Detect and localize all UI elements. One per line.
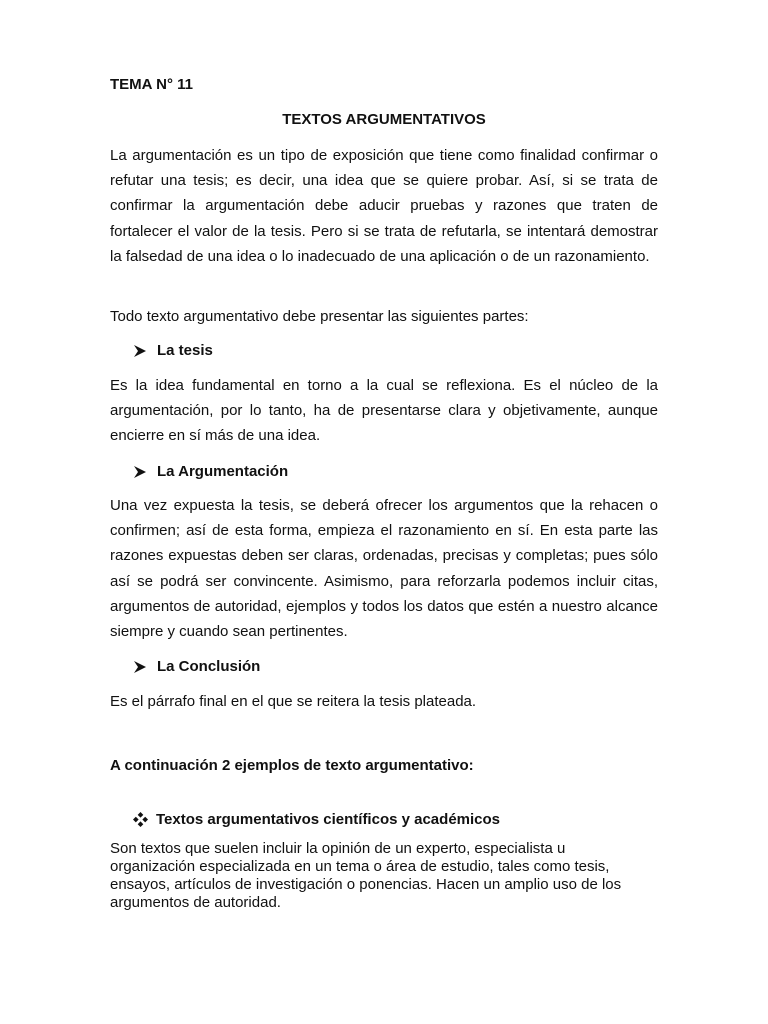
section-heading-conclusion [133, 658, 260, 675]
section-heading-tesis [133, 342, 213, 359]
page-title: TEXTOS ARGUMENTATIVOS [282, 111, 486, 128]
section-heading-label: La tesis [157, 342, 213, 359]
example-body [110, 840, 670, 912]
example-heading-label: Textos argumentativos científicos y académicos [156, 811, 501, 828]
section-body-argumentacion: Una vez expuesta la tesis, se deberá ofrecer los argumentos que la rehacen o confirmen; así de esta forma, empieza el razonamiento en sí. En esta parte las razones expuestas deben ser claras, ordenadas, precisas y completas; pues sólo así se podrá ser convincente. Asimismo, para reforzarla podemos incluir citas, argumentos de autoridad, ejemplos y todos los datos que estén a nuestro alcance siempre y cuando sean pertinentes. [110, 497, 658, 641]
arrow-bullet-icon [133, 465, 147, 479]
section-heading-argumentacion [133, 463, 288, 480]
arrow-bullet-icon [133, 344, 147, 358]
example-body-line: organización especializada en un tema o área de estudio, tales como tesis, [110, 858, 610, 875]
example-body-line: ensayos, artículos de investigación o ponencias. Hacen un amplio uso de los [110, 876, 622, 893]
section-body-conclusion: Es el párrafo final en el que se reitera la tesis plateada. [110, 693, 477, 710]
section-heading-label: La Conclusión [157, 658, 261, 675]
section-heading-label: La Argumentación [157, 463, 289, 480]
arrow-bullet-icon [133, 660, 147, 674]
example-heading [133, 811, 500, 828]
section-body-tesis: Es la idea fundamental en torno a la cual se reflexiona. Es el núcleo de la argumentación, por lo tanto, ha de presentarse clara y objetivamente, aunque encierre en sí más de una idea. [110, 377, 658, 445]
parts-intro-paragraph: Todo texto argumentativo debe presentar las siguientes partes: [110, 308, 529, 325]
example-body-line: Son textos que suelen incluir la opinión de un experto, especialista u [110, 840, 566, 857]
topic-number: TEMA N° 11 [110, 76, 193, 93]
examples-intro: A continuación 2 ejemplos de texto argumentativo: [110, 757, 474, 774]
example-body-line: argumentos de autoridad. [110, 894, 281, 911]
intro-paragraph: La argumentación es un tipo de exposición que tiene como finalidad confirmar o refutar una tesis; es decir, una idea que se quiere probar. Así, si se trata de confirmar la argumentación debe aducir pruebas y razones que traten de fortalecer el valor de la tesis. Pero si se trata de refutarla, se intentará demostrar la falsedad de una idea o lo inadecuado de una aplicación o de un razonamiento. [110, 147, 658, 265]
diamond-bullet-icon [133, 812, 148, 827]
